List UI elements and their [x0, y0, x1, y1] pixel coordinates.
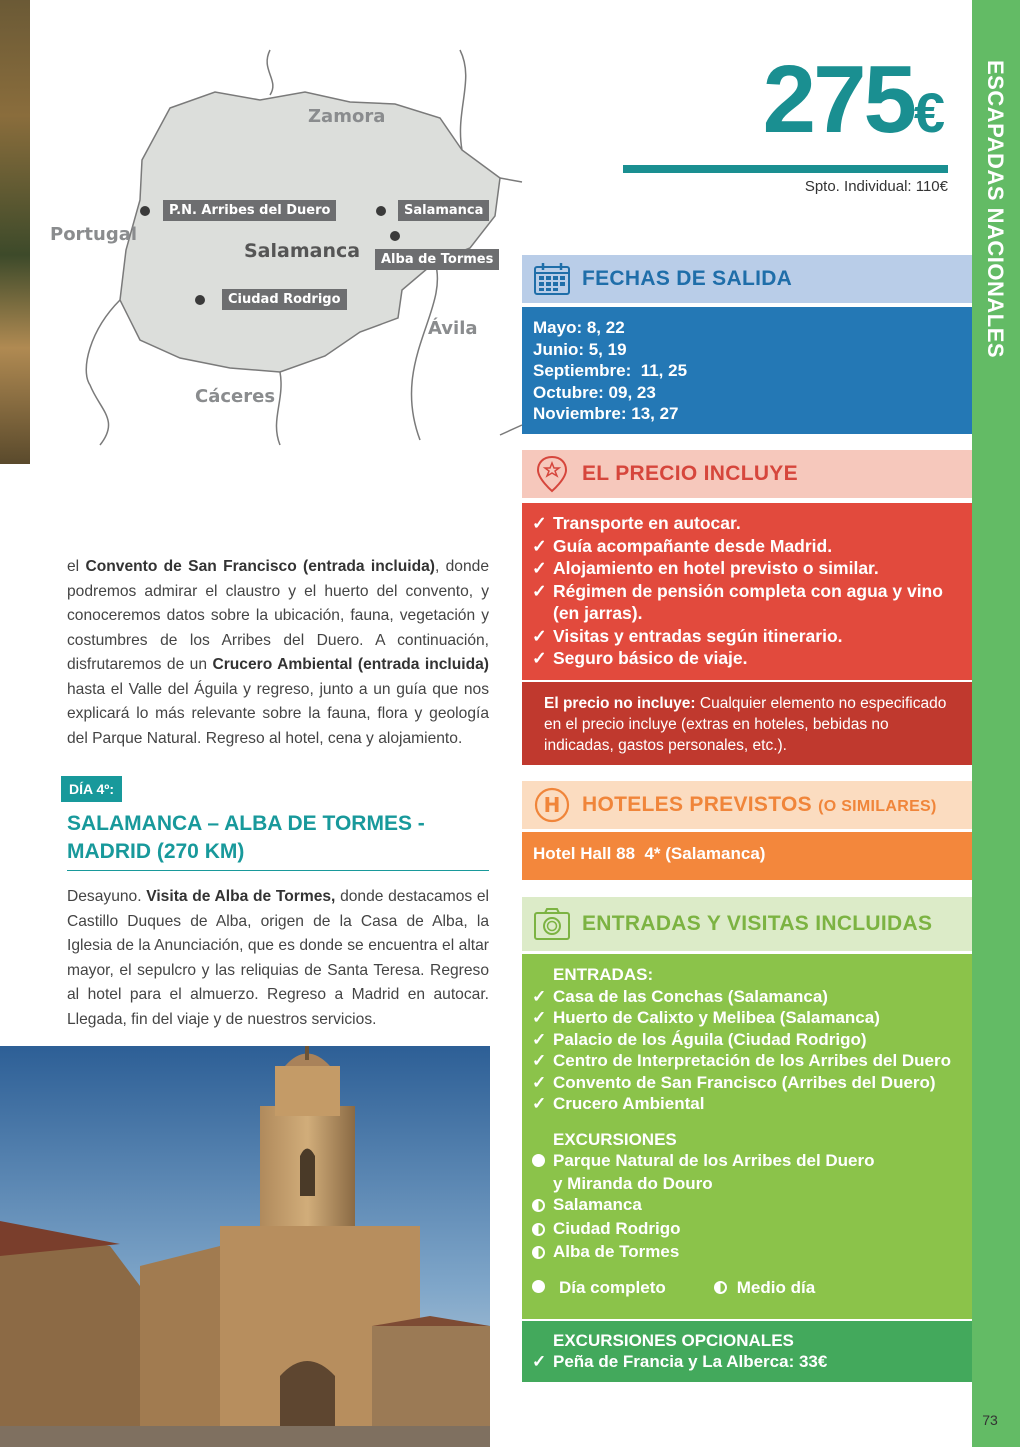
- entrada-item: ✓ Casa de las Conchas (Salamanca): [532, 986, 828, 1006]
- price-currency: €: [913, 81, 945, 144]
- incluye-list: [522, 503, 972, 680]
- hoteles-title: HOTELES PREVISTOS: [582, 793, 812, 816]
- incluye-item: ✓ Transporte en autocar.: [532, 513, 741, 533]
- excursiones-heading: EXCURSIONES: [553, 1129, 677, 1149]
- fechas-header: [522, 255, 972, 303]
- full-day-icon: [532, 1280, 545, 1293]
- incluye-header: [522, 450, 972, 498]
- map-dot-ciudad-rodrigo: [195, 295, 205, 305]
- itinerary-paragraph-day4: [67, 885, 489, 1032]
- half-day-icon: [532, 1223, 545, 1236]
- excursion-item-half: Salamanca: [532, 1194, 962, 1218]
- check-icon: ✓: [532, 535, 547, 556]
- entradas-header: [522, 897, 972, 951]
- entrada-item: ✓ Crucero Ambiental: [532, 1094, 705, 1113]
- check-icon: ✓: [532, 1029, 547, 1049]
- incluye-title: EL PRECIO INCLUYE: [582, 462, 798, 485]
- fecha-item: Mayo: 8, 22: [533, 318, 625, 337]
- half-day-icon: [532, 1246, 545, 1259]
- map-label-alba: Alba de Tormes: [375, 249, 499, 270]
- opcional-item: ✓ Peña de Francia y La Alberca: 33€: [532, 1352, 828, 1371]
- excursion-item-half: Ciudad Rodrigo: [532, 1218, 962, 1242]
- half-day-icon: [714, 1281, 727, 1294]
- sidebar-label: ESCAPADAS NACIONALES: [983, 60, 1008, 359]
- legend-full-day: Día completo: [559, 1277, 666, 1297]
- full-day-icon: [532, 1154, 545, 1167]
- half-day-icon: [532, 1199, 545, 1212]
- hotel-item: Hotel Hall 88 4* (Salamanca): [522, 832, 972, 880]
- paragraph-text: hasta el Valle del Águila y regreso, junto a un guía que nos explicará lo más relevante sobre la fauna, flora y geología del Parque Natural. Regreso al hotel, cena y alojamiento.: [67, 680, 489, 747]
- hoteles-header: [522, 781, 972, 829]
- page-number: 73: [982, 1412, 998, 1428]
- itinerary-paragraph-day3: [67, 555, 489, 751]
- svg-text:H: H: [543, 793, 561, 817]
- price-divider: [623, 165, 948, 173]
- map-dot-alba: [390, 231, 400, 241]
- entrada-item: ✓ Convento de San Francisco (Arribes del Duero): [532, 1072, 936, 1092]
- excursion-item-half: Alba de Tormes: [532, 1241, 962, 1265]
- excursion-item-full: Parque Natural de los Arribes del Duero: [532, 1150, 962, 1173]
- fecha-item: Septiembre: 11, 25: [533, 361, 688, 380]
- entradas-heading: ENTRADAS:: [553, 965, 654, 984]
- paragraph-text: , donde podremos admirar el claustro y el huerto del convento, y conoceremos datos sobre la ubicación, fauna, vegetación y costumbres de los Arribes del Duero. A continuación, disfrutaremos de un: [67, 558, 489, 673]
- highlight-text: Crucero Ambiental (entrada incluida): [212, 656, 489, 673]
- check-icon: ✓: [532, 648, 547, 668]
- fecha-item: Noviembre: 13, 27: [533, 404, 679, 423]
- paragraph-text: Desayuno.: [67, 888, 147, 905]
- legend-half-day: Medio día: [736, 1277, 816, 1297]
- check-icon: ✓: [532, 513, 547, 533]
- check-icon: ✓: [532, 580, 547, 601]
- price-tag-icon: [522, 455, 582, 493]
- map-region-caceres: Cáceres: [195, 386, 276, 407]
- cathedral-photo: [0, 1046, 490, 1447]
- entrada-item: ✓ Centro de Interpretación de los Arribes del Duero: [532, 1051, 952, 1070]
- highlight-text: Convento de San Francisco (entrada incluida): [85, 558, 435, 575]
- highlight-text: Visita de Alba de Tormes,: [146, 888, 336, 905]
- opcionales-heading: EXCURSIONES OPCIONALES: [553, 1331, 794, 1350]
- incluye-item: ✓ Guía acompañante desde Madrid.: [532, 535, 833, 556]
- single-supplement: Spto. Individual: 110€: [804, 178, 948, 195]
- map-label-arribes: P.N. Arribes del Duero: [163, 200, 336, 221]
- incluye-item: ✓ Visitas y entradas según itinerario.: [532, 625, 843, 646]
- no-incluye-note: [522, 682, 972, 765]
- fecha-item: Junio: 5, 19: [533, 339, 627, 359]
- incluye-item: ✓ Seguro básico de viaje.: [532, 648, 748, 668]
- check-icon: ✓: [532, 1051, 547, 1070]
- day-badge: DÍA 4º:: [61, 776, 122, 802]
- check-icon: ✓: [532, 986, 547, 1006]
- price: [762, 46, 945, 153]
- map-dot-salamanca: [376, 206, 386, 216]
- entradas-title: ENTRADAS Y VISITAS INCLUIDAS: [582, 912, 933, 935]
- map-label-ciudad-rodrigo: Ciudad Rodrigo: [222, 289, 347, 310]
- calendar-icon: [522, 262, 582, 296]
- check-icon: ✓: [532, 1094, 547, 1113]
- hoteles-subtitle: (O SIMILARES): [818, 798, 937, 815]
- check-icon: ✓: [532, 1008, 547, 1027]
- incluye-item: ✓ Régimen de pensión completa con agua y vino (en jarras).: [532, 580, 943, 623]
- paragraph-text: donde destacamos el Castillo Duques de Alba, origen de la Casa de Alba, la Iglesia de la Anunciación, que es donde se encuentra el altar mayor, el sepulcro y las reliquias de Santa Teresa. Regreso al hotel para el almuerzo. Regreso a Madrid en autocar. Llegada, fin del viaje y de nuestros servicios.: [67, 888, 489, 1028]
- fechas-list: [522, 307, 972, 434]
- map-region-zamora: Zamora: [308, 106, 386, 127]
- map-region-avila: Ávila: [428, 318, 478, 339]
- no-incluye-text: Cualquier elemento no especificado en el precio incluye (extras en hoteles, bebidas no indicadas, gastos personales, etc.).: [544, 695, 947, 754]
- check-icon: ✓: [532, 558, 547, 578]
- entradas-list: [522, 954, 972, 1319]
- check-icon: ✓: [532, 1072, 547, 1092]
- no-incluye-label: El precio no incluye:: [544, 695, 696, 712]
- map-region-portugal: Portugal: [50, 224, 138, 245]
- map-label-salamanca: Salamanca: [398, 200, 489, 221]
- excursion-legend: [532, 1277, 962, 1299]
- hotel-icon: [522, 787, 582, 823]
- camera-icon: [522, 907, 582, 941]
- incluye-item: ✓ Alojamiento en hotel previsto o similar.: [532, 558, 879, 578]
- price-amount: 275: [762, 46, 914, 153]
- fechas-title: FECHAS DE SALIDA: [582, 267, 793, 290]
- fecha-item: Octubre: 09, 23: [533, 382, 656, 402]
- entrada-item: ✓ Palacio de los Águila (Ciudad Rodrigo): [532, 1029, 867, 1049]
- left-photo-strip: [0, 0, 30, 464]
- opcionales-box: [522, 1321, 972, 1382]
- paragraph-text: el: [67, 558, 86, 575]
- map-region-salamanca: Salamanca: [244, 240, 361, 262]
- section-sidebar: [972, 0, 1020, 1447]
- check-icon: ✓: [532, 1352, 547, 1371]
- region-map: [30, 0, 525, 450]
- map-dot-arribes: [140, 206, 150, 216]
- excursion-item-full-cont: y Miranda do Douro: [553, 1173, 713, 1193]
- day-title: SALAMANCA – ALBA DE TORMES - MADRID (270 KM): [67, 810, 489, 871]
- entrada-item: ✓ Huerto de Calixto y Melibea (Salamanca): [532, 1008, 880, 1027]
- check-icon: ✓: [532, 625, 547, 646]
